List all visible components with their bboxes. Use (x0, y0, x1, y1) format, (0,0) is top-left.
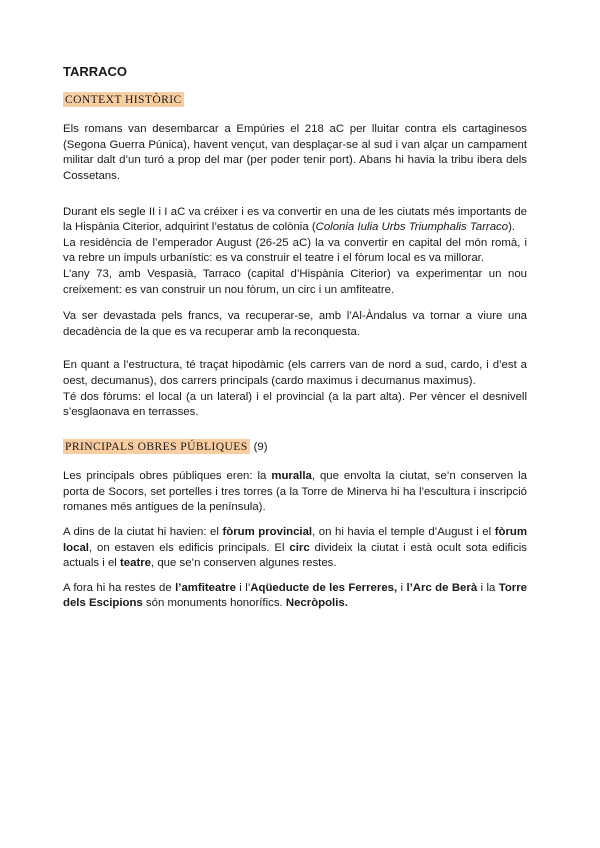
term-necropolis: Necròpolis. (285, 597, 348, 610)
document-page (63, 64, 527, 612)
term-torre-escipions: Torre dels Escipions (63, 581, 527, 610)
paragraph-inside-city: A dins de la ciutat hi havien: el fòrum provincial, on hi havia el temple d’August i el fòrum local, on estaven els edificis principals. El circ divideix la ciutat i està ocult sota edificis actuals i el teatre, que se’n conserven algunes restes. (63, 526, 527, 570)
paragraph-decline: Va ser devastada pels francs, va recuperar-se, amb l’Al-Àndalus va tornar a viure una decadència de la que es va recuperar amb la reconquesta. (63, 310, 527, 338)
term-forum-provincial: fòrum provincial (222, 526, 313, 539)
colony-name: Colonia Iulia Urbs Triumphalis Tarraco (315, 221, 509, 234)
term-teatre: teatre (119, 557, 152, 570)
paragraph-augustus: La residència de l’emperador August (26-25 aC) la va convertir en capital del món romà, i va rebre un impuls urbanístic: es va construir el teatre i el fòrum local es va millorar. (63, 236, 527, 265)
paragraph-landing: Els romans van desembarcar a Empúries el 218 aC per lluitar contra els cartaginesos (Segona Guerra Púnica), havent vençut, van desplaçar-se al sud i van alçar un campament militar dalt d’un turó a prop del mar (per poder tenir port). Abans hi havia la tribu ibera dels Cossetans. (63, 123, 527, 182)
paragraph-vespasian: L’any 73, amb Vespasià, Tarraco (capital d’Hispània Citerior) va experimentar un nou creixement: es van construir un nou fòrum, un circ i un amfiteatre. (63, 267, 527, 296)
section-heading-public-works (63, 439, 527, 456)
section-heading-label: PRINCIPALS OBRES PÚBLIQUES (65, 439, 248, 453)
term-forum-local: fòrum local (63, 526, 527, 554)
paragraph-outside-city: A fora hi ha restes de l’amfiteatre i l’Aqüeducte de les Ferreres, i l’Arc de Berà i la Torre dels Escipions són monuments honorífics. Necròpolis. (63, 581, 527, 610)
term-aqueducte: Aqüeducte de les Ferreres, (250, 581, 398, 594)
paragraph-structure: En quant a l’estructura, té traçat hipodàmic (els carrers van de nord a sud, cardo, i d’est a oest, decumanus), dos carrers principals (cardo maximus i decumanus maximus). (63, 359, 527, 387)
section-heading-note: (9) (253, 440, 268, 453)
term-arc-de-bera: l’Arc de Berà (406, 581, 478, 594)
term-amfiteatre: l’amfiteatre (175, 581, 236, 594)
paragraph-growth: Durant els segle II i I aC va créixer i es va convertir en una de les ciutats més importants de la Hispània Citerior, adquirint l’estatus de colònia (Colonia Iulia Urbs Triumphalis Tarraco). (63, 205, 527, 234)
page-title: TARRACO (63, 64, 128, 79)
section-heading-context (63, 92, 527, 109)
paragraph-forums: Té dos fòrums: el local (a un lateral) i el provincial (a la part alta). Per vèncer el desnivell s’esglaonava en terrasses. (63, 390, 527, 419)
section-heading-label: CONTEXT HISTÒRIC (65, 92, 182, 106)
term-circ: circ (289, 541, 310, 554)
paragraph-walls: Les principals obres públiques eren: la muralla, que envolta la ciutat, se’n conserven la porta de Socors, set portelles i tres torres (a la Torre de Minerva hi ha l’escultura i inscripció romanes més antigues de la península). (63, 470, 528, 514)
term-muralla: muralla (271, 470, 312, 483)
